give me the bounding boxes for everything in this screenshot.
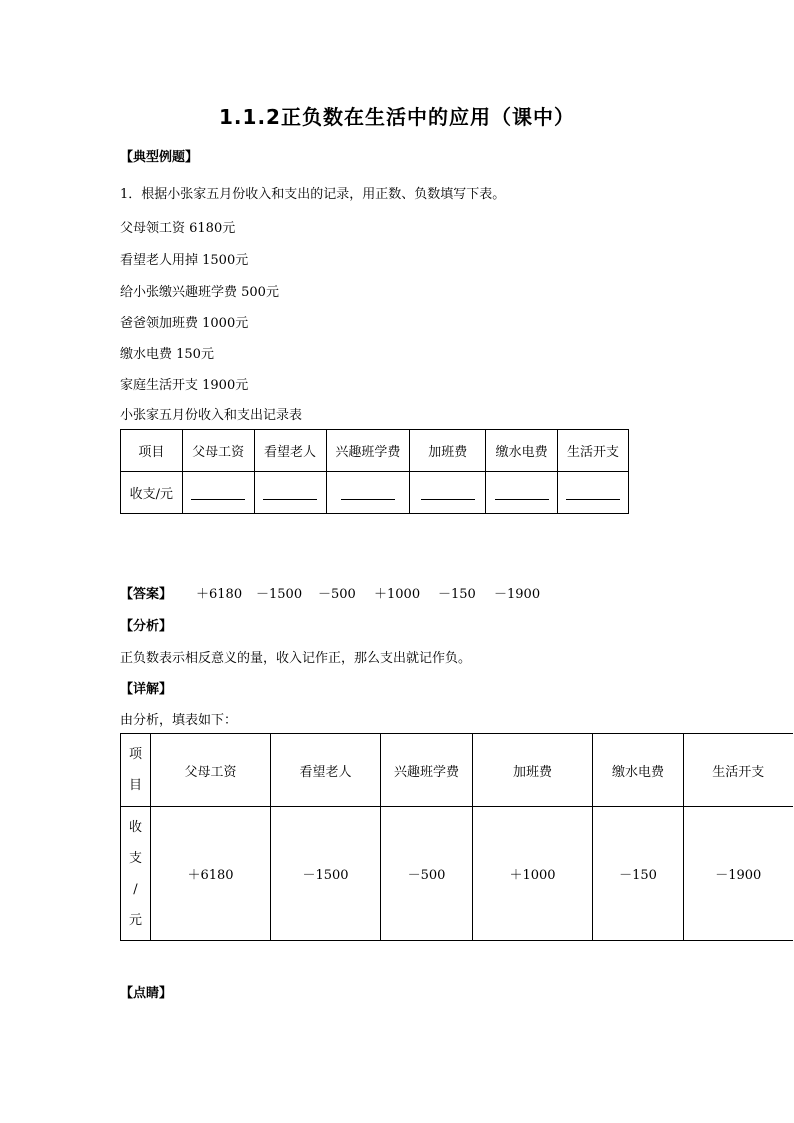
header-char: 项 <box>128 747 142 762</box>
table-row <box>121 807 793 941</box>
detail-text: 由分析，填表如下： <box>120 713 238 728</box>
row-label-cell: 收支/元 <box>121 472 183 514</box>
analysis-text: 正负数表示相反意义的量，收入记作正，那么支出就记作负。 <box>120 651 472 666</box>
table-header-cell: 缴水电费 <box>486 430 558 472</box>
blank-cell <box>254 472 326 514</box>
blank-cell <box>486 472 558 514</box>
value-cell: －1500 <box>271 807 381 941</box>
value-cell: ＋6180 <box>151 807 271 941</box>
record-line: 爸爸领加班费 1000元 <box>120 316 249 331</box>
page-title: 1.1.2正负数在生活中的应用（课中） <box>219 105 575 129</box>
table-header-row <box>121 734 793 807</box>
value-cell: －1900 <box>684 807 793 941</box>
row-label-cell <box>121 807 151 941</box>
header-char: 目 <box>128 778 142 793</box>
table-header-cell: 加班费 <box>473 734 593 807</box>
record-line: 给小张缴兴趣班学费 500元 <box>120 285 279 300</box>
table-row <box>121 472 629 514</box>
record-line: 父母领工资 6180元 <box>120 221 236 236</box>
answer-value: －150 <box>438 587 476 602</box>
table-header-cell: 加班费 <box>410 430 486 472</box>
row-label-char: 元 <box>128 912 142 928</box>
table-header-cell: 兴趣班学费 <box>381 734 473 807</box>
answer-value: －500 <box>318 587 356 602</box>
row-label-char: 支 <box>128 850 142 866</box>
section-examples-label: 【典型例题】 <box>120 150 199 165</box>
table-header-cell <box>121 734 151 807</box>
answer-value: －1900 <box>494 587 541 602</box>
row-label-char: / <box>133 881 138 897</box>
blank-cell <box>558 472 629 514</box>
table-caption: 小张家五月份收入和支出记录表 <box>120 408 303 423</box>
fill-blank <box>341 485 395 500</box>
table-header-cell: 看望老人 <box>271 734 381 807</box>
answer-label: 【答案】 <box>120 587 173 602</box>
row-label-char: 收 <box>128 819 142 835</box>
record-line: 看望老人用掉 1500元 <box>120 253 249 268</box>
answer-record-table <box>120 733 793 941</box>
fill-blank <box>191 485 245 500</box>
blank-record-table <box>120 429 629 514</box>
answer-value: －1500 <box>256 587 303 602</box>
value-cell: －500 <box>381 807 473 941</box>
answer-value: ＋1000 <box>374 587 421 602</box>
table-header-cell: 项目 <box>121 430 183 472</box>
table-header-cell: 父母工资 <box>182 430 254 472</box>
question-text: 1．根据小张家五月份收入和支出的记录，用正数、负数填写下表。 <box>120 187 506 202</box>
record-line: 缴水电费 150元 <box>120 347 214 362</box>
analysis-label: 【分析】 <box>120 619 173 634</box>
table-header-cell: 兴趣班学费 <box>326 430 410 472</box>
blank-cell <box>410 472 486 514</box>
fill-blank <box>263 485 317 500</box>
table-header-row <box>121 430 629 472</box>
blank-cell <box>326 472 410 514</box>
value-cell: －150 <box>593 807 684 941</box>
table-header-cell: 生活开支 <box>558 430 629 472</box>
table-header-cell: 看望老人 <box>254 430 326 472</box>
fill-blank <box>495 485 549 500</box>
value-cell: ＋1000 <box>473 807 593 941</box>
table-header-cell: 缴水电费 <box>593 734 684 807</box>
comment-label: 【点睛】 <box>120 986 173 1001</box>
table-header-cell: 父母工资 <box>151 734 271 807</box>
detail-label: 【详解】 <box>120 682 173 697</box>
answer-row <box>120 583 540 602</box>
answer-value: ＋6180 <box>196 587 243 602</box>
blank-cell <box>182 472 254 514</box>
record-line: 家庭生活开支 1900元 <box>120 378 249 393</box>
table-header-cell: 生活开支 <box>684 734 793 807</box>
fill-blank <box>566 485 620 500</box>
fill-blank <box>421 485 475 500</box>
